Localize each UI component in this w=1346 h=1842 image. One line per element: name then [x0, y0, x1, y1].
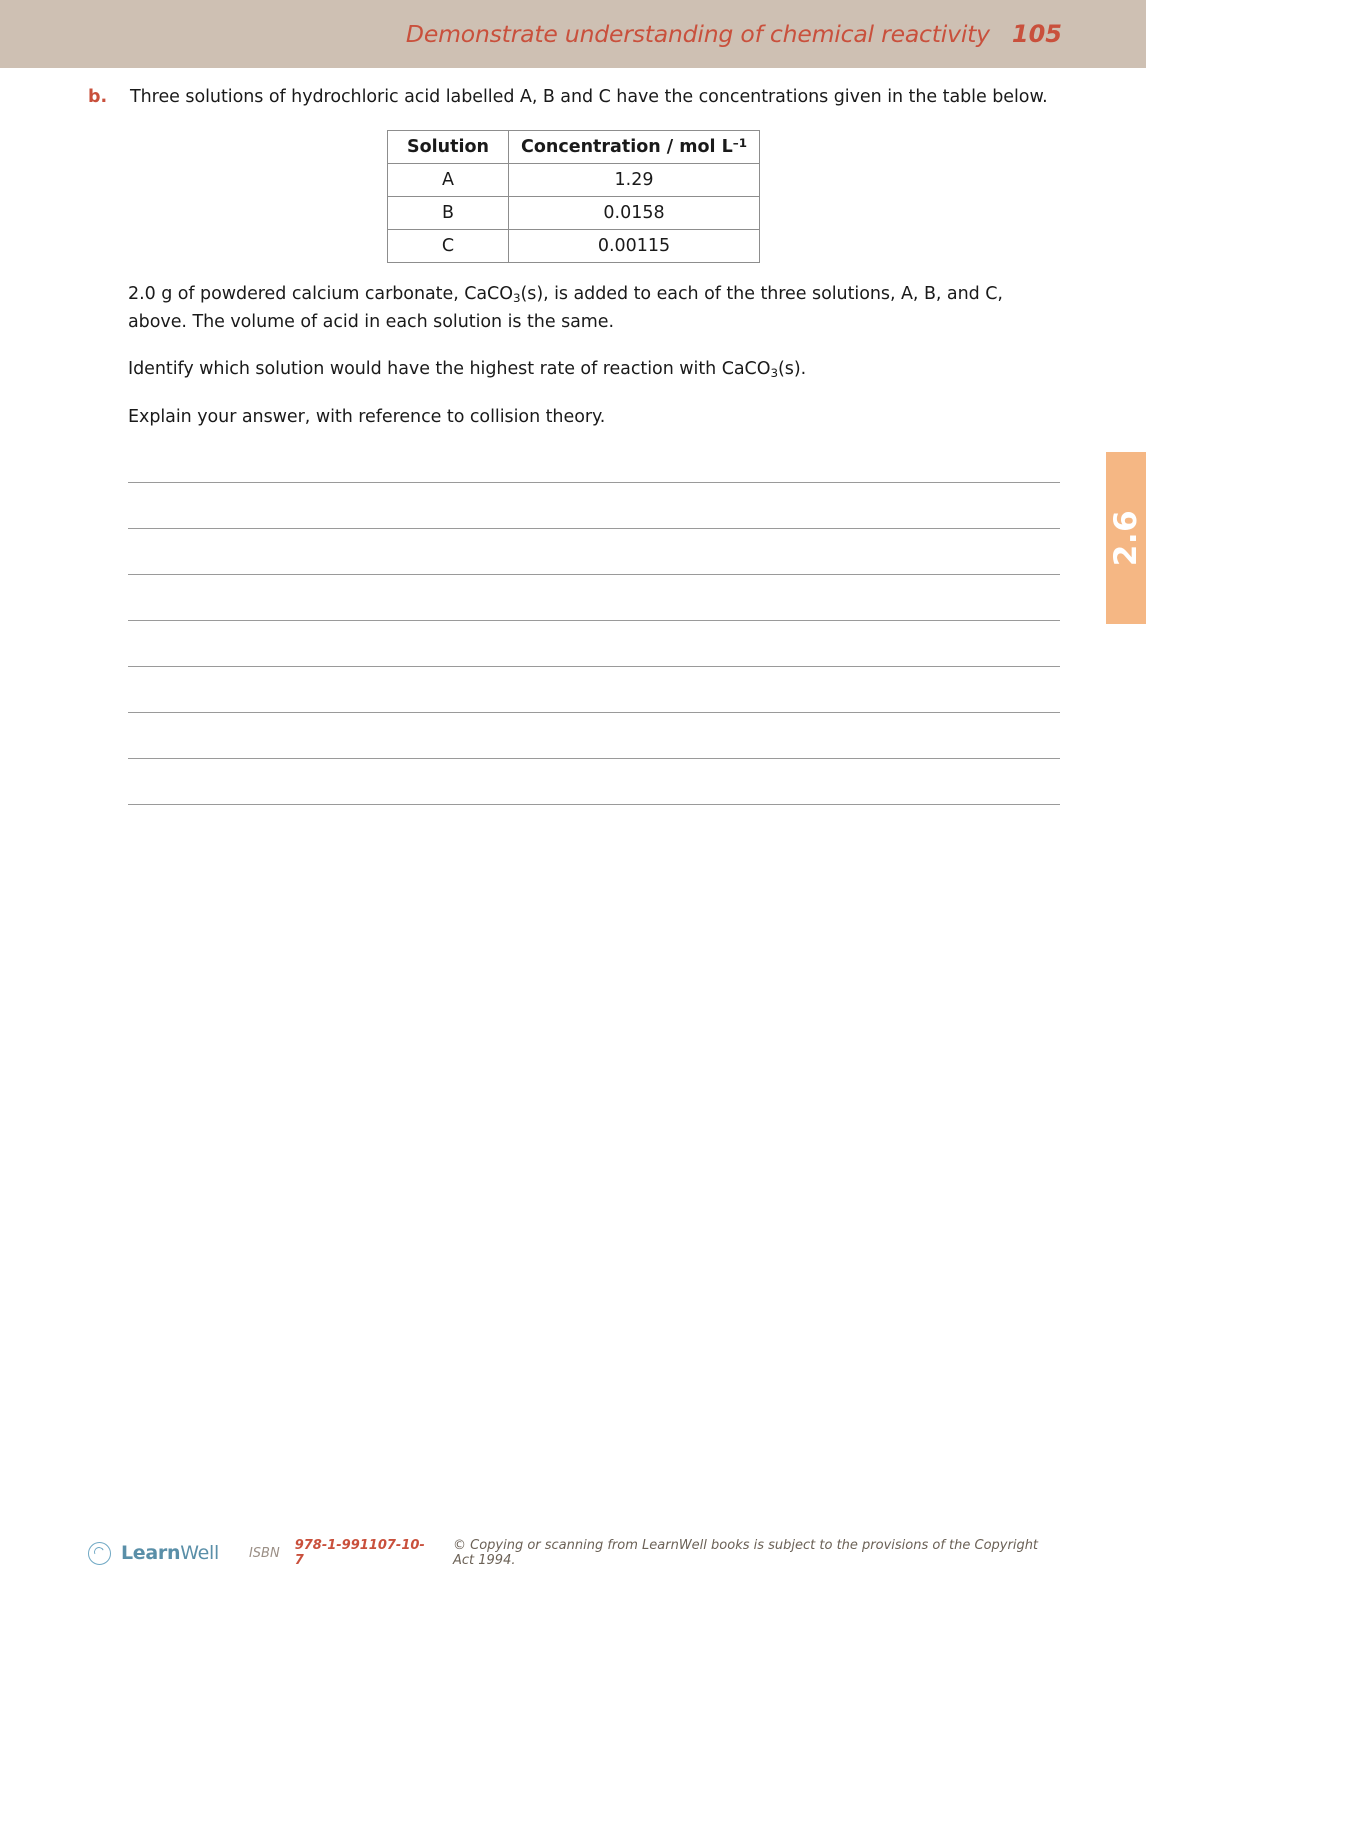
answer-line[interactable] [128, 759, 1060, 805]
paragraph-identify-part2: (s). [777, 359, 807, 379]
logo-well-text: Well [180, 1542, 219, 1564]
page-number: 105 [1011, 20, 1062, 48]
answer-line[interactable] [128, 575, 1060, 621]
column-header-concentration [509, 131, 760, 164]
answer-line[interactable] [128, 529, 1060, 575]
cell-concentration: 0.0158 [509, 197, 760, 230]
answer-line[interactable] [128, 621, 1060, 667]
cell-solution: A [388, 164, 509, 197]
question-b [88, 84, 1068, 110]
question-text: Three solutions of hydrochloric acid labelled A, B and C have the concentrations given in the table below. [130, 87, 1048, 107]
cell-solution: B [388, 197, 509, 230]
concentration-table [387, 130, 760, 263]
page-header-bar [0, 0, 1146, 68]
learnwell-logo-text [121, 1542, 219, 1564]
section-tab [1106, 452, 1146, 624]
question-body [128, 281, 1063, 431]
paragraph-identify [128, 356, 1063, 384]
cell-solution: C [388, 230, 509, 263]
paragraph-setup-part2: (s), is added to each of the three solutions, A, B, and C, above. The volume of acid in each solution is the same. [128, 284, 1003, 332]
table-header-row [388, 131, 760, 164]
section-tab-label: 2.6 [1108, 509, 1145, 567]
concentration-table-wrapper [387, 130, 760, 263]
cell-concentration: 1.29 [509, 164, 760, 197]
answer-line[interactable] [128, 437, 1060, 483]
concentration-header-text: Concentration / mol L [521, 137, 733, 157]
paragraph-identify-part1: Identify which solution would have the highest rate of reaction with CaCO [128, 359, 771, 379]
answer-line[interactable] [128, 667, 1060, 713]
page-margin-right [1146, 0, 1346, 1842]
paragraph-identify-subscript: 3 [770, 366, 778, 381]
answer-line[interactable] [128, 483, 1060, 529]
copyright-notice: © Copying or scanning from LearnWell books is subject to the provisions of the Copyright Act 1994. [452, 1538, 1039, 1568]
column-header-solution: Solution [388, 131, 509, 164]
logo-learn-text: Learn [121, 1542, 181, 1564]
isbn-value: 978-1-991107-10-7 [294, 1538, 425, 1568]
table-row [388, 197, 760, 230]
paragraph-setup-part1: 2.0 g of powdered calcium carbonate, CaCO [128, 284, 513, 304]
table-row [388, 164, 760, 197]
table-row [388, 230, 760, 263]
concentration-header-exponent: –1 [732, 136, 747, 151]
isbn-label: ISBN [248, 1545, 280, 1561]
paragraph-setup-subscript: 3 [512, 291, 521, 306]
paragraph-setup [128, 281, 1063, 336]
page-footer [88, 1538, 1063, 1568]
answer-lines[interactable] [128, 437, 1060, 805]
learnwell-logo-icon [88, 1542, 111, 1565]
header-content [406, 0, 1062, 68]
question-marker: b. [88, 87, 108, 107]
answer-line[interactable] [128, 713, 1060, 759]
header-title: Demonstrate understanding of chemical reactivity [405, 20, 990, 48]
cell-concentration: 0.00115 [509, 230, 760, 263]
paragraph-explain: Explain your answer, with reference to collision theory. [128, 407, 606, 427]
